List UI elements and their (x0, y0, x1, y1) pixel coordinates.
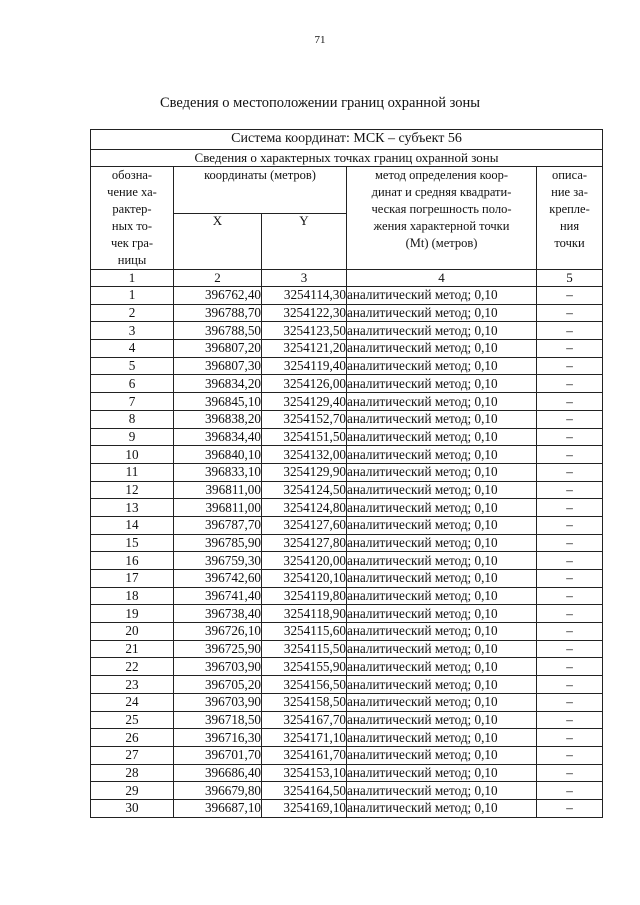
description-cell: – (537, 552, 603, 570)
x-coordinate-cell: 396738,40 (174, 605, 262, 623)
description-cell: – (537, 746, 603, 764)
table-row (91, 570, 603, 588)
x-coordinate-cell: 396788,70 (174, 304, 262, 322)
point-number-cell: 23 (91, 676, 174, 694)
table-row (91, 729, 603, 747)
method-cell: аналитический метод; 0,10 (347, 729, 537, 747)
y-coordinate-cell: 3254129,90 (262, 463, 347, 481)
method-cell: аналитический метод; 0,10 (347, 446, 537, 464)
y-coordinate-cell: 3254124,80 (262, 499, 347, 517)
column-number: 3 (262, 270, 347, 287)
x-coordinate-cell: 396788,50 (174, 322, 262, 340)
description-cell: – (537, 428, 603, 446)
method-cell: аналитический метод; 0,10 (347, 799, 537, 817)
table-row (91, 605, 603, 623)
description-column-header (537, 167, 603, 270)
description-cell: – (537, 287, 603, 305)
method-cell: аналитический метод; 0,10 (347, 393, 537, 411)
description-cell: – (537, 570, 603, 588)
description-header-line: точки (554, 236, 585, 250)
method-cell: аналитический метод; 0,10 (347, 605, 537, 623)
y-coordinate-cell: 3254126,00 (262, 375, 347, 393)
x-coordinate-cell: 396741,40 (174, 587, 262, 605)
x-coordinate-cell: 396811,00 (174, 481, 262, 499)
x-coordinate-cell: 396705,20 (174, 676, 262, 694)
point-number-cell: 26 (91, 729, 174, 747)
x-coordinate-cell: 396726,10 (174, 623, 262, 641)
y-coordinate-cell: 3254120,00 (262, 552, 347, 570)
description-cell: – (537, 587, 603, 605)
point-number-cell: 27 (91, 746, 174, 764)
method-cell: аналитический метод; 0,10 (347, 287, 537, 305)
x-column-header: X (174, 214, 262, 270)
designation-header-line: чек гра- (110, 236, 154, 250)
method-cell: аналитический метод; 0,10 (347, 676, 537, 694)
method-header-line: метод определения коор- (374, 168, 508, 182)
point-number-cell: 24 (91, 693, 174, 711)
point-number-cell: 30 (91, 799, 174, 817)
description-cell: – (537, 764, 603, 782)
page-number: 71 (314, 34, 326, 46)
description-cell: – (537, 499, 603, 517)
point-number-cell: 22 (91, 658, 174, 676)
description-cell: – (537, 534, 603, 552)
designation-header-line: рактер- (112, 202, 152, 216)
y-coordinate-cell: 3254121,20 (262, 340, 347, 358)
x-coordinate-cell: 396742,60 (174, 570, 262, 588)
point-number-cell: 5 (91, 357, 174, 375)
method-cell: аналитический метод; 0,10 (347, 340, 537, 358)
table-row (91, 375, 603, 393)
description-cell: – (537, 658, 603, 676)
description-cell: – (537, 410, 603, 428)
table-row (91, 428, 603, 446)
table-row (91, 711, 603, 729)
description-cell: – (537, 463, 603, 481)
point-number-cell: 21 (91, 640, 174, 658)
y-coordinate-cell: 3254169,10 (262, 799, 347, 817)
table-row (91, 340, 603, 358)
method-cell: аналитический метод; 0,10 (347, 428, 537, 446)
table-row (91, 481, 603, 499)
x-coordinate-cell: 396762,40 (174, 287, 262, 305)
table-row (91, 410, 603, 428)
y-coordinate-cell: 3254167,70 (262, 711, 347, 729)
table-row (91, 393, 603, 411)
document-title: Сведения о местоположении границ охранной зоны (159, 95, 480, 111)
point-number-cell: 2 (91, 304, 174, 322)
point-number-cell: 8 (91, 410, 174, 428)
table-row (91, 534, 603, 552)
method-cell: аналитический метод; 0,10 (347, 658, 537, 676)
table-body (91, 287, 603, 818)
point-number-cell: 1 (91, 287, 174, 305)
y-coordinate-cell: 3254119,40 (262, 357, 347, 375)
x-coordinate-cell: 396785,90 (174, 534, 262, 552)
description-header-line: ния (559, 219, 580, 233)
method-cell: аналитический метод; 0,10 (347, 463, 537, 481)
y-coordinate-cell: 3254164,50 (262, 782, 347, 800)
point-number-cell: 18 (91, 587, 174, 605)
x-coordinate-cell: 396787,70 (174, 516, 262, 534)
column-number: 2 (174, 270, 262, 287)
method-cell: аналитический метод; 0,10 (347, 552, 537, 570)
y-coordinate-cell: 3254123,50 (262, 322, 347, 340)
description-cell: – (537, 782, 603, 800)
description-cell: – (537, 393, 603, 411)
description-cell: – (537, 481, 603, 499)
method-cell: аналитический метод; 0,10 (347, 516, 537, 534)
y-coordinate-cell: 3254118,90 (262, 605, 347, 623)
point-number-cell: 4 (91, 340, 174, 358)
y-coordinate-cell: 3254151,50 (262, 428, 347, 446)
table-row (91, 499, 603, 517)
method-cell: аналитический метод; 0,10 (347, 534, 537, 552)
y-coordinate-cell: 3254127,80 (262, 534, 347, 552)
y-coordinate-cell: 3254156,50 (262, 676, 347, 694)
point-number-cell: 15 (91, 534, 174, 552)
x-coordinate-cell: 396811,00 (174, 499, 262, 517)
point-number-cell: 17 (91, 570, 174, 588)
method-cell: аналитический метод; 0,10 (347, 640, 537, 658)
table-row (91, 764, 603, 782)
x-coordinate-cell: 396807,30 (174, 357, 262, 375)
point-number-cell: 13 (91, 499, 174, 517)
y-coordinate-cell: 3254161,70 (262, 746, 347, 764)
x-coordinate-cell: 396845,10 (174, 393, 262, 411)
method-cell: аналитический метод; 0,10 (347, 410, 537, 428)
point-number-cell: 12 (91, 481, 174, 499)
table-row (91, 463, 603, 481)
point-number-cell: 19 (91, 605, 174, 623)
method-cell: аналитический метод; 0,10 (347, 375, 537, 393)
description-cell: – (537, 799, 603, 817)
y-coordinate-cell: 3254132,00 (262, 446, 347, 464)
y-coordinate-cell: 3254124,50 (262, 481, 347, 499)
table-row (91, 322, 603, 340)
description-cell: – (537, 322, 603, 340)
table-row (91, 357, 603, 375)
point-number-cell: 3 (91, 322, 174, 340)
description-cell: – (537, 711, 603, 729)
method-cell: аналитический метод; 0,10 (347, 693, 537, 711)
point-number-cell: 11 (91, 463, 174, 481)
x-coordinate-cell: 396703,90 (174, 658, 262, 676)
y-coordinate-cell: 3254114,30 (262, 287, 347, 305)
boundary-points-table (90, 129, 603, 818)
x-coordinate-cell: 396701,70 (174, 746, 262, 764)
y-coordinate-cell: 3254120,10 (262, 570, 347, 588)
designation-header-line: обозна- (111, 168, 153, 182)
method-cell: аналитический метод; 0,10 (347, 746, 537, 764)
point-number-cell: 29 (91, 782, 174, 800)
y-coordinate-cell: 3254122,30 (262, 304, 347, 322)
table-row (91, 446, 603, 464)
description-cell: – (537, 446, 603, 464)
x-coordinate-cell: 396716,30 (174, 729, 262, 747)
point-number-cell: 7 (91, 393, 174, 411)
y-column-header: Y (262, 214, 347, 270)
table-row (91, 693, 603, 711)
y-coordinate-cell: 3254115,60 (262, 623, 347, 641)
y-coordinate-cell: 3254153,10 (262, 764, 347, 782)
method-cell: аналитический метод; 0,10 (347, 711, 537, 729)
method-cell: аналитический метод; 0,10 (347, 304, 537, 322)
point-number-cell: 10 (91, 446, 174, 464)
table-row (91, 658, 603, 676)
description-cell: – (537, 375, 603, 393)
description-header-line: ние за- (551, 185, 588, 199)
table-row (91, 746, 603, 764)
method-header-line: жения характерной точки (373, 219, 510, 233)
table-row (91, 516, 603, 534)
table-row (91, 640, 603, 658)
boundary-points-info-header: Сведения о характерных точках границ охранной зоны (91, 150, 603, 167)
description-cell: – (537, 623, 603, 641)
method-cell: аналитический метод; 0,10 (347, 764, 537, 782)
description-cell: – (537, 676, 603, 694)
method-header-line: (Mt) (метров) (405, 236, 478, 250)
column-number: 1 (91, 270, 174, 287)
method-cell: аналитический метод; 0,10 (347, 782, 537, 800)
designation-header-line: ницы (117, 253, 147, 267)
description-cell: – (537, 340, 603, 358)
x-coordinate-cell: 396718,50 (174, 711, 262, 729)
method-cell: аналитический метод; 0,10 (347, 587, 537, 605)
description-cell: – (537, 729, 603, 747)
y-coordinate-cell: 3254155,90 (262, 658, 347, 676)
method-cell: аналитический метод; 0,10 (347, 357, 537, 375)
coordinates-column-header: координаты (метров) (174, 167, 347, 214)
x-coordinate-cell: 396703,90 (174, 693, 262, 711)
method-column-header (347, 167, 537, 270)
method-header-line: ческая погрешность поло- (371, 202, 512, 216)
method-cell: аналитический метод; 0,10 (347, 322, 537, 340)
x-coordinate-cell: 396834,20 (174, 375, 262, 393)
x-coordinate-cell: 396838,20 (174, 410, 262, 428)
designation-header-line: чение ха- (107, 185, 157, 199)
point-number-cell: 9 (91, 428, 174, 446)
x-coordinate-cell: 396807,20 (174, 340, 262, 358)
description-cell: – (537, 693, 603, 711)
method-cell: аналитический метод; 0,10 (347, 623, 537, 641)
method-cell: аналитический метод; 0,10 (347, 570, 537, 588)
description-header-line: крепле- (549, 202, 590, 216)
y-coordinate-cell: 3254119,80 (262, 587, 347, 605)
point-number-cell: 14 (91, 516, 174, 534)
y-coordinate-cell: 3254152,70 (262, 410, 347, 428)
y-coordinate-cell: 3254158,50 (262, 693, 347, 711)
table-row (91, 587, 603, 605)
point-number-cell: 16 (91, 552, 174, 570)
point-number-cell: 28 (91, 764, 174, 782)
y-coordinate-cell: 3254171,10 (262, 729, 347, 747)
description-cell: – (537, 605, 603, 623)
point-number-cell: 25 (91, 711, 174, 729)
y-coordinate-cell: 3254129,40 (262, 393, 347, 411)
y-coordinate-cell: 3254115,50 (262, 640, 347, 658)
table-row (91, 304, 603, 322)
x-coordinate-cell: 396759,30 (174, 552, 262, 570)
method-cell: аналитический метод; 0,10 (347, 499, 537, 517)
point-number-cell: 6 (91, 375, 174, 393)
description-header-line: описа- (551, 168, 588, 182)
coordinate-system-header: Система координат: МСК – субъект 56 (91, 130, 603, 150)
description-cell: – (537, 640, 603, 658)
column-number: 5 (537, 270, 603, 287)
x-coordinate-cell: 396833,10 (174, 463, 262, 481)
table-row (91, 287, 603, 305)
y-coordinate-cell: 3254127,60 (262, 516, 347, 534)
x-coordinate-cell: 396679,80 (174, 782, 262, 800)
table-row (91, 799, 603, 817)
table-row (91, 782, 603, 800)
column-number: 4 (347, 270, 537, 287)
point-number-cell: 20 (91, 623, 174, 641)
x-coordinate-cell: 396687,10 (174, 799, 262, 817)
description-cell: – (537, 516, 603, 534)
designation-column-header (91, 167, 174, 270)
x-coordinate-cell: 396834,40 (174, 428, 262, 446)
x-coordinate-cell: 396840,10 (174, 446, 262, 464)
x-coordinate-cell: 396725,90 (174, 640, 262, 658)
designation-header-line: ных то- (111, 219, 153, 233)
x-coordinate-cell: 396686,40 (174, 764, 262, 782)
description-cell: – (537, 357, 603, 375)
method-header-line: динат и средняя квадрати- (371, 185, 512, 199)
table-row (91, 552, 603, 570)
method-cell: аналитический метод; 0,10 (347, 481, 537, 499)
table-row (91, 676, 603, 694)
table-row (91, 623, 603, 641)
description-cell: – (537, 304, 603, 322)
